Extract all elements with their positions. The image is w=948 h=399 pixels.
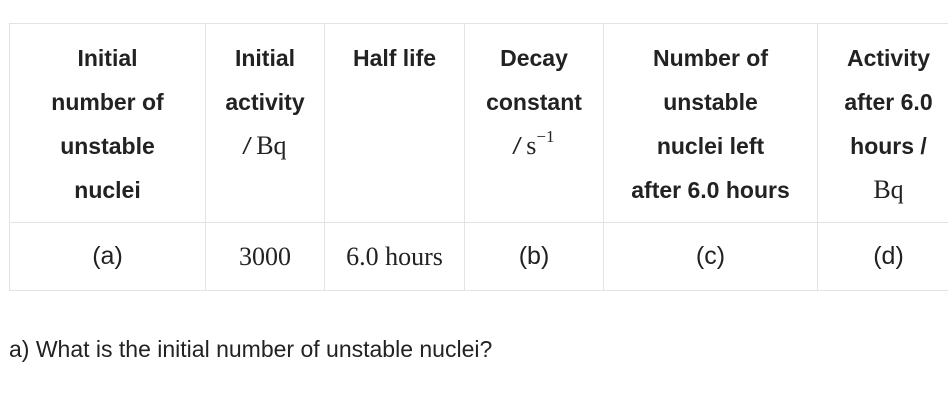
header-unit-line — [465, 124, 603, 168]
unit-symbol: Bq — [256, 131, 287, 160]
header-line: Initial — [234, 45, 296, 71]
unit-exponent: −1 — [536, 127, 555, 147]
header-line: unstable — [60, 133, 155, 159]
unit-prefix: / — [513, 133, 520, 159]
cell-decay-constant: (b) — [465, 223, 604, 291]
header-initial-activity — [206, 24, 325, 223]
header-decay-constant — [465, 24, 604, 223]
decay-data-table — [9, 23, 948, 291]
unit-symbol: Bq — [873, 175, 904, 204]
cell-half-life: 6.0 hours — [325, 223, 465, 291]
header-line: activity — [225, 89, 305, 115]
cell-initial-nuclei: (a) — [10, 223, 206, 291]
header-line: nuclei — [74, 177, 141, 203]
question-text: a) What is the initial number of unstable nuclei? — [9, 336, 493, 362]
header-line: unstable — [663, 89, 758, 115]
header-line: nuclei left — [656, 133, 765, 159]
unit-symbol: s — [526, 131, 537, 160]
header-activity-after — [818, 24, 948, 223]
cell-activity-after: (d) — [818, 223, 948, 291]
cell-nuclei-left: (c) — [604, 223, 818, 291]
cell-initial-activity: 3000 — [206, 223, 325, 291]
header-line: Half life — [352, 45, 437, 71]
header-half-life — [325, 24, 465, 223]
header-unit-line — [206, 124, 324, 168]
header-line: Number of — [653, 45, 768, 71]
header-line: constant — [486, 89, 582, 115]
header-line: Decay — [500, 45, 568, 71]
header-nuclei-left — [604, 24, 818, 223]
header-line: number of — [51, 89, 164, 115]
header-line: Activity — [846, 45, 931, 71]
header-line: after 6.0 hours — [631, 177, 790, 203]
header-line: Initial — [77, 45, 138, 71]
unit-prefix: / — [243, 133, 250, 159]
table-header-row — [10, 24, 948, 223]
header-initial-nuclei — [10, 24, 206, 223]
header-line: after 6.0 — [844, 89, 933, 115]
table-row — [10, 223, 948, 291]
header-line: hours / — [850, 133, 927, 159]
